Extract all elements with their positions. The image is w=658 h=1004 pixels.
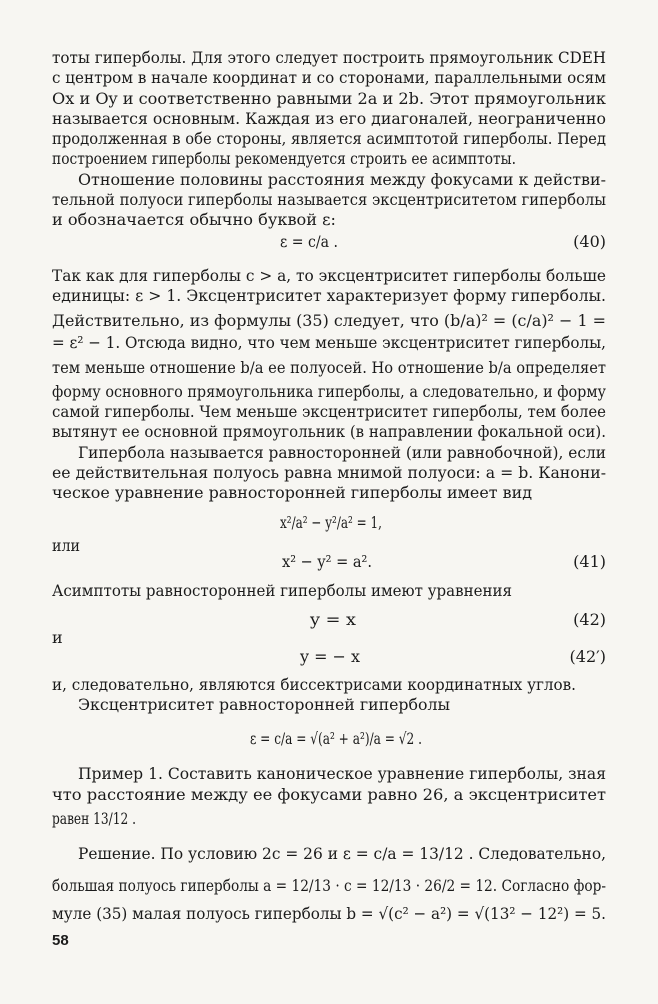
text-line: Гипербола называется равносторонней (или равнобочной), если bbox=[78, 443, 606, 462]
text-line: Ox и Oy и соответственно равными 2a и 2b. Этот прямоугольник bbox=[52, 89, 606, 108]
equation-number: (41) bbox=[573, 552, 606, 571]
text-line: что расстояние между ее фокусами равно 26, а эксцентриситет bbox=[52, 785, 607, 804]
solution-line: Решение. По условию 2c = 26 и ε = c/a = 13/12 . Следовательно, bbox=[78, 844, 606, 863]
text-line: построением гиперболы рекомендуется строить ее асимптоты. bbox=[52, 149, 516, 168]
page-number: 58 bbox=[52, 932, 69, 949]
text-line: Отношение половины расстояния между фокусами к действи- bbox=[78, 170, 606, 189]
text-line: большая полуось гиперболы a = 12/13 · c = 12/13 · 26/2 = 12. Согласно фор- bbox=[52, 876, 606, 895]
formula-canonical: x²/a² − y²/a² = 1, bbox=[280, 513, 382, 532]
text-line: тоты гиперболы. Для этого следует построить прямоугольник CDEH bbox=[52, 48, 607, 67]
equation-number: (42′) bbox=[569, 647, 606, 666]
text-line: тем меньше отношение b/a ее полуосей. Но отношение b/a определяет bbox=[52, 358, 607, 377]
text-line: и bbox=[52, 628, 63, 647]
text-line: = ε² − 1. Отсюда видно, что чем меньше эксцентриситет гиперболы, bbox=[52, 333, 606, 352]
text-line: ческое уравнение равносторонней гиперболы имеет вид bbox=[52, 483, 533, 502]
text-line: единицы: ε > 1. Эксцентриситет характеризует форму гиперболы. bbox=[52, 286, 606, 305]
text-line: продолженная в обе стороны, является асимптотой гиперболы. Перед bbox=[52, 129, 607, 148]
equation-number: (40) bbox=[573, 232, 606, 251]
text-line: называется основным. Каждая из его диагоналей, неограниченно bbox=[52, 109, 606, 128]
equation-number: (42) bbox=[573, 610, 606, 629]
text-line: Эксцентриситет равносторонней гиперболы bbox=[78, 695, 451, 714]
text-line: форму основного прямоугольника гиперболы, а следовательно, и форму bbox=[52, 382, 607, 401]
text-line: ее действительная полуось равна мнимой полуоси: a = b. Канони- bbox=[52, 463, 606, 482]
text-line: тельной полуоси гиперболы называется эксцентриситетом гиперболы bbox=[52, 190, 607, 209]
formula-42: y = x bbox=[308, 610, 356, 629]
formula-42-prime: y = − x bbox=[299, 647, 360, 666]
text-line: Асимптоты равносторонней гиперболы имеют уравнения bbox=[52, 581, 512, 600]
text-line: самой гиперболы. Чем меньше эксцентриситет гиперболы, тем более bbox=[52, 402, 606, 421]
text-line: муле (35) малая полуось гиперболы b = √(c² − a²) = √(13² − 12²) = 5. bbox=[52, 904, 606, 923]
text-line: и, следовательно, являются биссектрисами координатных углов. bbox=[52, 675, 576, 694]
formula-eccentricity: ε = c/a = √(a² + a²)/a = √2 . bbox=[250, 729, 422, 748]
text-line: вытянут ее основной прямоугольник (в направлении фокальной оси). bbox=[52, 422, 606, 441]
text-line: Действительно, из формулы (35) следует, что (b/a)² = (c/a)² − 1 = bbox=[52, 311, 606, 330]
formula-41: x² − y² = a². bbox=[282, 552, 372, 571]
text-line: равен 13/12 . bbox=[52, 809, 136, 828]
text-line: Так как для гиперболы c > a, то эксцентриситет гиперболы больше bbox=[52, 266, 606, 285]
formula-40: ε = c/a . bbox=[280, 232, 338, 251]
example-title: Пример 1. Составить каноническое уравнение гиперболы, зная bbox=[78, 764, 606, 783]
text-line: или bbox=[52, 536, 80, 555]
text-line: с центром в начале координат и со сторонами, параллельными осям bbox=[52, 68, 606, 87]
text-line: и обозначается обычно буквой ε: bbox=[52, 210, 336, 229]
